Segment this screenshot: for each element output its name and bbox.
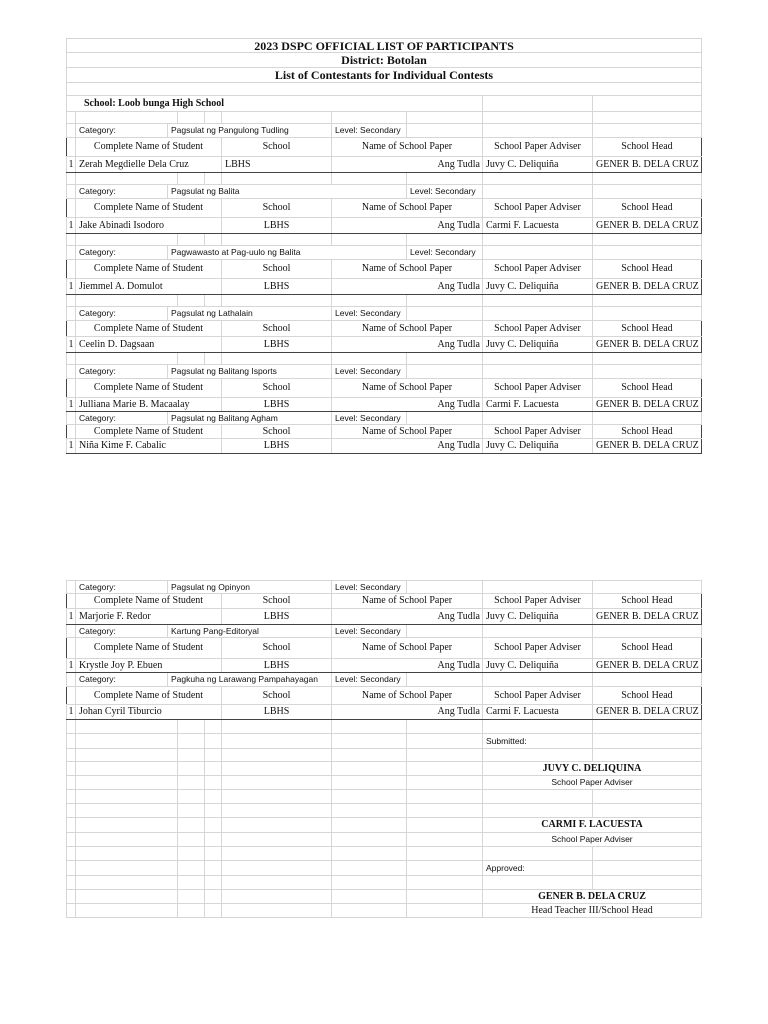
student-name: Julliana Marie B. Macaalay: [76, 398, 222, 411]
category-value: Pagwawasto at Pag-uulo ng Balita: [168, 246, 407, 259]
header-adviser: School Paper Adviser: [483, 321, 593, 336]
spacer-row: [66, 234, 702, 246]
adviser1-signature-role: School Paper Adviser: [483, 776, 702, 789]
header-school: School: [222, 687, 332, 704]
participant-row: [66, 157, 702, 173]
column-header-row: [66, 260, 702, 279]
header-head: School Head: [593, 638, 702, 658]
row-number: 1: [66, 279, 76, 294]
district-row: [66, 53, 702, 68]
header-paper: Name of School Paper: [332, 594, 483, 608]
header-paper: Name of School Paper: [332, 425, 483, 438]
column-header-row: [66, 379, 702, 398]
student-name: Zerah Megdielle Dela Cruz: [76, 157, 222, 172]
participants-sheet-page-1: [66, 38, 702, 454]
spacer-row: [66, 749, 702, 762]
paper-value: Ang Tudla: [332, 337, 483, 352]
spacer-row: [66, 83, 702, 96]
adviser-value: Carmi F. Lacuesta: [483, 398, 593, 411]
signature-name-row: [66, 818, 702, 833]
signature-role-row: [66, 833, 702, 847]
head-value: GENER B. DELA CRUZ: [593, 705, 702, 719]
category-label: Category:: [76, 307, 168, 320]
header-paper: Name of School Paper: [332, 199, 483, 217]
category-value: Pagsulat ng Balitang Isports: [168, 365, 332, 378]
spacer-row: [66, 804, 702, 818]
school-value: LBHS: [222, 218, 332, 233]
header-head: School Head: [593, 425, 702, 438]
category-value: Pagsulat ng Pangulong Tudling: [168, 124, 332, 137]
spacer-row: [66, 173, 702, 185]
adviser2-signature-name: CARMI F. LACUESTA: [483, 818, 702, 832]
participant-row: [66, 398, 702, 412]
column-header-row: [66, 138, 702, 157]
header-school: School: [222, 199, 332, 217]
header-paper: Name of School Paper: [332, 379, 483, 397]
header-student: Complete Name of Student: [76, 260, 222, 278]
participant-row: [66, 279, 702, 295]
category-label: Category:: [76, 246, 168, 259]
spacer-row: [66, 876, 702, 890]
header-student: Complete Name of Student: [76, 638, 222, 658]
spacer-row: [66, 112, 702, 124]
school-value: LBHS: [222, 439, 332, 453]
header-head: School Head: [593, 379, 702, 397]
level-label: Level: Secondary: [332, 625, 407, 637]
column-header-row: [66, 594, 702, 609]
category-label: Category:: [76, 673, 168, 686]
category-label: Category:: [76, 124, 168, 137]
row-number: 1: [66, 609, 76, 624]
school-value: LBHS: [222, 337, 332, 352]
header-adviser: School Paper Adviser: [483, 638, 593, 658]
header-school: School: [222, 138, 332, 156]
school-value: LBHS: [222, 157, 332, 172]
head-value: GENER B. DELA CRUZ: [593, 398, 702, 411]
adviser-value: Carmi F. Lacuesta: [483, 218, 593, 233]
category-label: Category:: [76, 365, 168, 378]
row-number: 1: [66, 157, 76, 172]
header-paper: Name of School Paper: [332, 260, 483, 278]
head-signature-role: Head Teacher III/School Head: [483, 904, 702, 917]
row-number: 1: [66, 659, 76, 672]
category-value: Pagkuha ng Larawang Pampahayagan: [168, 673, 332, 686]
header-head: School Head: [593, 594, 702, 608]
signature-role-row: [66, 904, 702, 918]
category-row: [66, 412, 702, 425]
spacer-row: [66, 295, 702, 307]
header-paper: Name of School Paper: [332, 687, 483, 704]
subtitle-row: [66, 68, 702, 83]
signature-name-row: [66, 890, 702, 904]
head-value: GENER B. DELA CRUZ: [593, 439, 702, 453]
header-student: Complete Name of Student: [76, 594, 222, 608]
document-title: 2023 DSPC OFFICIAL LIST OF PARTICIPANTS: [66, 39, 702, 52]
header-student: Complete Name of Student: [76, 199, 222, 217]
participant-row: [66, 218, 702, 234]
school-value: LBHS: [222, 398, 332, 411]
adviser-value: Juvy C. Deliquiña: [483, 439, 593, 453]
header-school: School: [222, 260, 332, 278]
paper-value: Ang Tudla: [332, 279, 483, 294]
header-student: Complete Name of Student: [76, 687, 222, 704]
paper-value: Ang Tudla: [332, 659, 483, 672]
signature-role-row: [66, 776, 702, 790]
header-adviser: School Paper Adviser: [483, 199, 593, 217]
header-paper: Name of School Paper: [332, 321, 483, 336]
student-name: Jiemmel A. Domulot: [76, 279, 222, 294]
school-value: LBHS: [222, 705, 332, 719]
head-value: GENER B. DELA CRUZ: [593, 279, 702, 294]
header-paper: Name of School Paper: [332, 638, 483, 658]
participant-row: [66, 659, 702, 673]
adviser-value: Juvy C. Deliquiña: [483, 337, 593, 352]
level-label: Level: Secondary: [332, 365, 407, 378]
head-value: GENER B. DELA CRUZ: [593, 337, 702, 352]
header-student: Complete Name of Student: [76, 321, 222, 336]
header-head: School Head: [593, 321, 702, 336]
header-adviser: School Paper Adviser: [483, 138, 593, 156]
student-name: Johan Cyril Tiburcio: [76, 705, 222, 719]
header-school: School: [222, 379, 332, 397]
category-label: Category:: [76, 185, 168, 198]
category-row: [66, 365, 702, 379]
adviser-value: Juvy C. Deliquiña: [483, 279, 593, 294]
signature-name-row: [66, 762, 702, 776]
head-value: GENER B. DELA CRUZ: [593, 659, 702, 672]
spacer-row: [66, 720, 702, 734]
head-value: GENER B. DELA CRUZ: [593, 609, 702, 624]
category-row: [66, 580, 702, 594]
category-value: Pagsulat ng Opinyon: [168, 581, 332, 593]
adviser2-signature-role: School Paper Adviser: [483, 833, 702, 846]
category-value: Pagsulat ng Lathalain: [168, 307, 332, 320]
header-adviser: School Paper Adviser: [483, 425, 593, 438]
category-row: [66, 246, 702, 260]
category-row: [66, 124, 702, 138]
approved-label: Approved:: [483, 861, 593, 875]
student-name: Jake Abinadi Isodoro: [76, 218, 222, 233]
paper-value: Ang Tudla: [332, 157, 483, 172]
level-label: Level: Secondary: [332, 673, 407, 686]
category-row: [66, 307, 702, 321]
spacer-row: [66, 790, 702, 804]
header-school: School: [222, 321, 332, 336]
student-name: Marjorie F. Redor: [76, 609, 222, 624]
school-name-label: School: Loob bunga High School: [66, 96, 483, 111]
category-label: Category:: [76, 581, 168, 593]
approved-row: [66, 861, 702, 876]
title-row: [66, 38, 702, 53]
level-label: Level: Secondary: [332, 581, 407, 593]
header-student: Complete Name of Student: [76, 425, 222, 438]
student-name: Niña Kime F. Cabalic: [76, 439, 222, 453]
school-value: LBHS: [222, 659, 332, 672]
category-value: Pagsulat ng Balita: [168, 185, 407, 198]
header-school: School: [222, 638, 332, 658]
header-head: School Head: [593, 687, 702, 704]
column-header-row: [66, 638, 702, 659]
paper-value: Ang Tudla: [332, 218, 483, 233]
column-header-row: [66, 321, 702, 337]
row-number: 1: [66, 439, 76, 453]
school-row: [66, 96, 702, 112]
student-name: Krystle Joy P. Ebuen: [76, 659, 222, 672]
category-value: Pagsulat ng Balitang Agham: [168, 412, 332, 424]
school-value: LBHS: [222, 279, 332, 294]
header-head: School Head: [593, 138, 702, 156]
row-number: 1: [66, 218, 76, 233]
paper-value: Ang Tudla: [332, 609, 483, 624]
category-row: [66, 625, 702, 638]
participant-row: [66, 337, 702, 353]
adviser-value: Juvy C. Deliquiña: [483, 609, 593, 624]
level-label: Level: Secondary: [407, 185, 483, 198]
school-value: LBHS: [222, 609, 332, 624]
participant-row: [66, 439, 702, 454]
participants-sheet-page-2: [66, 580, 702, 918]
adviser-value: Juvy C. Deliquiña: [483, 157, 593, 172]
adviser-value: Carmi F. Lacuesta: [483, 705, 593, 719]
header-paper: Name of School Paper: [332, 138, 483, 156]
submitted-row: [66, 734, 702, 749]
header-adviser: School Paper Adviser: [483, 260, 593, 278]
head-value: GENER B. DELA CRUZ: [593, 157, 702, 172]
row-number: 1: [66, 337, 76, 352]
level-label: Level: Secondary: [332, 412, 407, 424]
header-head: School Head: [593, 260, 702, 278]
level-label: Level: Secondary: [407, 246, 483, 259]
header-student: Complete Name of Student: [76, 138, 222, 156]
header-adviser: School Paper Adviser: [483, 379, 593, 397]
participant-row: [66, 609, 702, 625]
spacer-row: [66, 847, 702, 861]
head-value: GENER B. DELA CRUZ: [593, 218, 702, 233]
level-label: Level: Secondary: [332, 307, 407, 320]
column-header-row: [66, 687, 702, 705]
header-student: Complete Name of Student: [76, 379, 222, 397]
document-subtitle: List of Contestants for Individual Contests: [66, 68, 702, 82]
district-label: District: Botolan: [66, 53, 702, 67]
adviser1-signature-name: JUVY C. DELIQUINA: [483, 762, 702, 775]
category-value: Kartung Pang-Editoryal: [168, 625, 332, 637]
paper-value: Ang Tudla: [332, 439, 483, 453]
spacer-row: [66, 353, 702, 365]
paper-value: Ang Tudla: [332, 705, 483, 719]
header-head: School Head: [593, 199, 702, 217]
header-adviser: School Paper Adviser: [483, 687, 593, 704]
category-label: Category:: [76, 412, 168, 424]
head-signature-name: GENER B. DELA CRUZ: [483, 890, 702, 903]
adviser-value: Juvy C. Deliquiña: [483, 659, 593, 672]
header-school: School: [222, 425, 332, 438]
category-row: [66, 185, 702, 199]
row-number: 1: [66, 398, 76, 411]
column-header-row: [66, 199, 702, 218]
paper-value: Ang Tudla: [332, 398, 483, 411]
column-header-row: [66, 425, 702, 439]
participant-row: [66, 705, 702, 720]
row-number: 1: [66, 705, 76, 719]
submitted-label: Submitted:: [483, 734, 593, 748]
header-adviser: School Paper Adviser: [483, 594, 593, 608]
level-label: Level: Secondary: [332, 124, 407, 137]
category-label: Category:: [76, 625, 168, 637]
student-name: Ceelin D. Dagsaan: [76, 337, 222, 352]
header-school: School: [222, 594, 332, 608]
category-row: [66, 673, 702, 687]
